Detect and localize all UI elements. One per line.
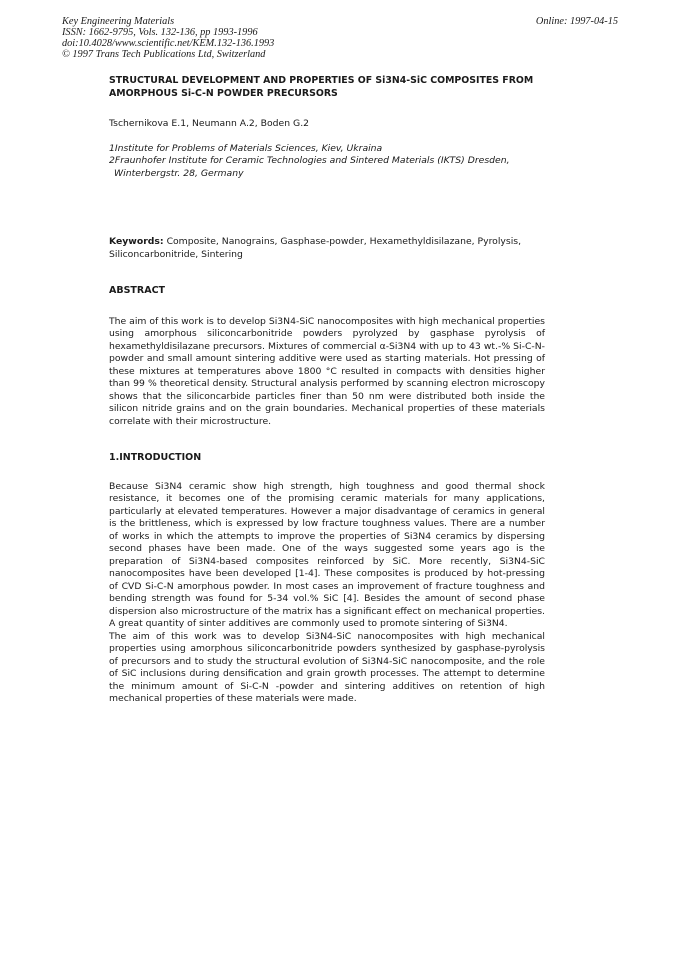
- introduction-paragraph-2: The aim of this work was to develop Si3N4-SiC nanocomposites with high mechanical properties using amorphous siliconcarbonitride powders synthesized by gasphase-pyrolysis of precursors and to study the structural evolution of Si3N4-SiC nanocomposite, and the role of SiC inclusions during densification and grain growth processes. The attempt to determine the minimum amount of Si-C-N -powder and sintering additives on retention of high mechanical properties of these materials were made.: [109, 630, 545, 704]
- introduction-paragraph-1: Because Si3N4 ceramic show high strength, high toughness and good thermal shock resistance, it becomes one of the promising ceramic materials for many applications, particularly at elevated temperatures. However a major disadvantage of ceramics in general is the brittleness, which is expressed by low fracture toughness values. There are a number of works in which the attempts to improve the properties of Si3N4 ceramics by dispersing second phases have been made. One of the ways suggested some years ago is the preparation of Si3N4-based composites reinforced by SiC. More recently, Si3N4-SiC nanocomposites have been developed [1-4]. These composites is produced by hot-pressing of CVD Si-C-N amorphous powder. In most cases an improvement of fracture toughness and bending strength was found for 5-34 vol.% SiC [4]. Besides the amount of second phase dispersion also microstructure of the matrix has a significant effect on mechanical properties. A great quantity of sinter additives are commonly used to promote sintering of Si3N4.: [109, 480, 545, 629]
- keywords: [109, 236, 545, 261]
- affiliations: [109, 143, 545, 181]
- abstract-heading: ABSTRACT: [109, 285, 166, 296]
- author-list: Tschernikova E.1, Neumann A.2, Boden G.2: [109, 118, 310, 129]
- introduction-body: [109, 481, 545, 706]
- paper-body: [109, 75, 545, 706]
- paper-title: STRUCTURAL DEVELOPMENT AND PROPERTIES OF Si3N4-SiC COMPOSITES FROM AMORPHOUS Si-C-N POWDER PRECURSORS: [109, 75, 534, 99]
- copyright-line: © 1997 Trans Tech Publications Ltd, Switzerland: [62, 49, 266, 60]
- journal-name: Key Engineering Materials: [62, 16, 175, 27]
- keywords-list: Composite, Nanograins, Gasphase-powder, Hexamethyldisilazane, Pyrolysis, Siliconcarbonitride, Sintering: [109, 236, 522, 260]
- affiliation-2-address: Winterbergstr. 28, Germany: [114, 167, 244, 179]
- affiliation-1: 1Institute for Problems of Materials Sciences, Kiev, Ukraina: [109, 142, 383, 154]
- doi-line: doi:10.4028/www.scientific.net/KEM.132-136.1993: [62, 38, 275, 49]
- online-date: Online: 1997-04-15: [535, 16, 618, 27]
- page-header: [62, 16, 618, 60]
- keywords-label: Keywords:: [109, 236, 164, 247]
- affiliation-2: 2Fraunhofer Institute for Ceramic Technologies and Sintered Materials (IKTS) Dresden,: [109, 155, 510, 166]
- issn-line: ISSN: 1662-9795, Vols. 132-136, pp 1993-1996: [62, 27, 258, 38]
- introduction-heading: 1.INTRODUCTION: [109, 452, 202, 463]
- abstract-text: The aim of this work is to develop Si3N4-SiC nanocomposites with high mechanical properties using amorphous siliconcarbonitride powders pyrolyzed by gasphase pyrolysis of hexamethyldisilazane precursors. Mixtures of commercial α-Si3N4 with up to 43 wt.-% Si-C-N-powder and small amount sintering additive were used as starting materials. Hot pressing of these mixtures at temperatures above 1800 °C resulted in compacts with densities higher than 99 % theoretical density. Structural analysis performed by scanning electron microscopy shows that the siliconcarbide particles finer than 50 nm were distributed both inside the silicon nitride grains and on the grain boundaries. Mechanical properties of these materials correlate with their microstructure.: [109, 315, 545, 427]
